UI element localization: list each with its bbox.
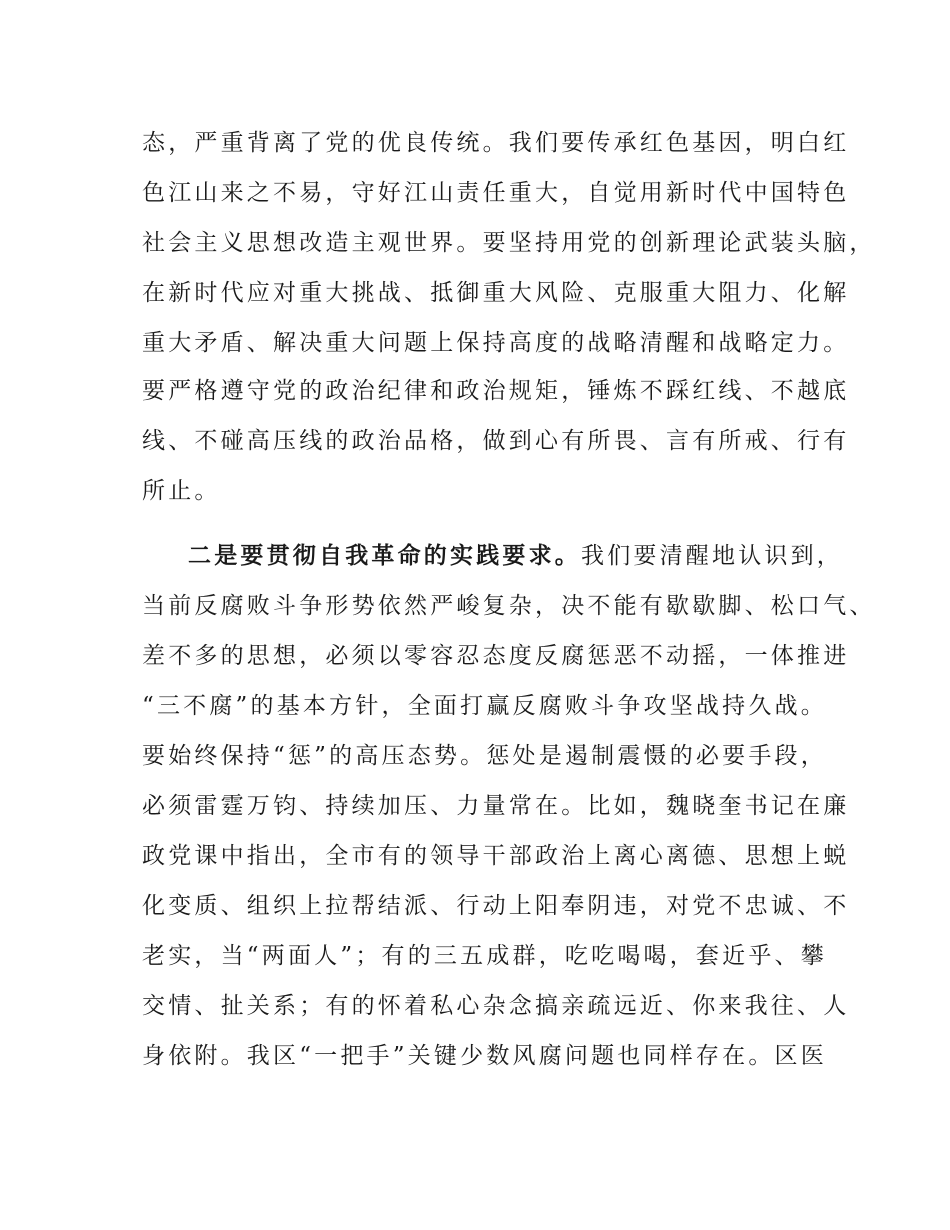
text-line: 态，严重背离了党的优良传统。我们要传承红色基因，明白红 [142,130,850,156]
paragraph-first-line [188,541,868,571]
text-line: 社会主义思想改造主观世界。要坚持用党的创新理论武装头脑， [142,230,876,256]
heading-continuation: 我们要清醒地认识到， [581,543,843,569]
section-heading: 二是要贯彻自我革命的实践要求。 [188,543,581,569]
text-line: 所止。 [142,478,221,504]
text-line: “三不腐”的基本方针，全面打赢反腐败斗争攻坚战持久战。 [142,693,827,719]
text-line: 交情、扯关系；有的怀着私心杂念搞亲疏远近、你来我往、人 [142,993,850,1019]
text-line: 必须雷霆万钧、持续加压、力量常在。比如，魏晓奎书记在廉 [142,793,850,819]
text-line: 差不多的思想，必须以零容忍态度反腐惩恶不动摇，一体推进 [142,643,850,669]
text-line: 老实，当“两面人”；有的三五成群，吃吃喝喝，套近乎、攀 [142,943,827,969]
text-line: 在新时代应对重大挑战、抵御重大风险、克服重大阻力、化解 [142,280,850,306]
text-line: 线、不碰高压线的政治品格，做到心有所畏、言有所戒、行有 [142,428,850,454]
text-line: 化变质、组织上拉帮结派、行动上阳奉阴违，对党不忠诚、不 [142,893,850,919]
text-line: 身依附。我区“一把手”关键少数风腐问题也同样存在。区医 [142,1043,827,1069]
text-line: 要严格遵守党的政治纪律和政治规矩，锤炼不踩红线、不越底 [142,378,850,404]
text-line: 色江山来之不易，守好江山责任重大，自觉用新时代中国特色 [142,180,850,206]
text-line: 要始终保持“惩”的高压态势。惩处是遏制震慑的必要手段， [142,743,827,769]
text-line: 重大矛盾、解决重大问题上保持高度的战略清醒和战略定力。 [142,330,850,356]
text-line: 当前反腐败斗争形势依然严峻复杂，决不能有歇歇脚、松口气、 [142,593,876,619]
text-line: 政党课中指出，全市有的领导干部政治上离心离德、思想上蜕 [142,843,850,869]
